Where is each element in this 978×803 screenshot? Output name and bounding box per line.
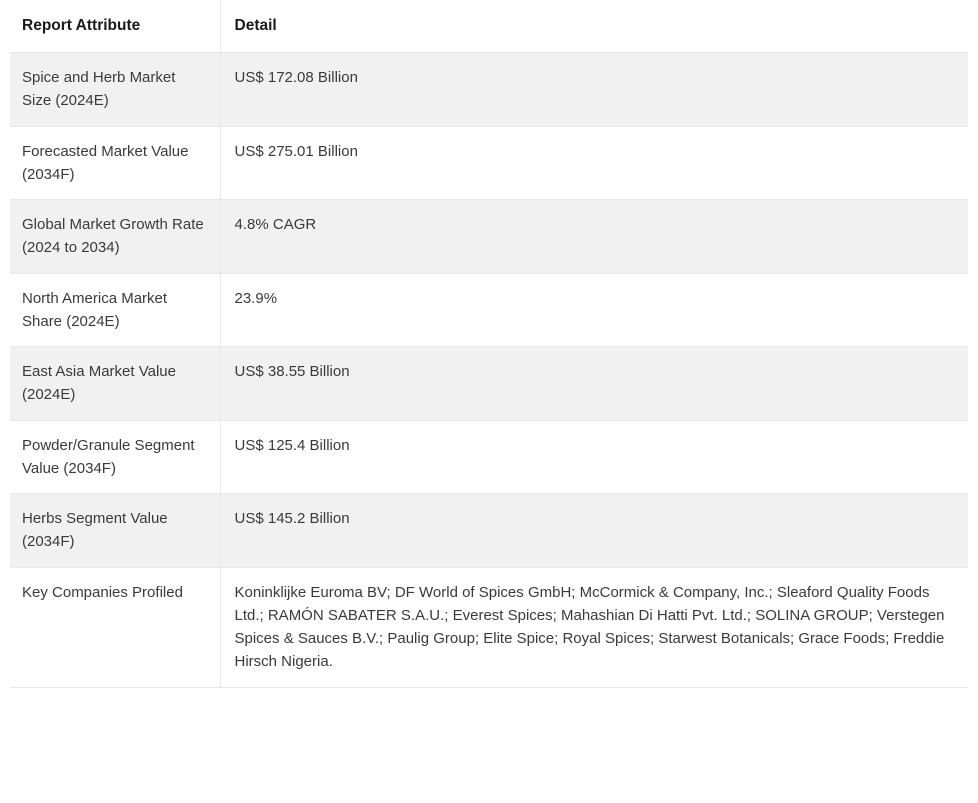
- table-row: [10, 126, 968, 200]
- table-header-row: [10, 0, 968, 53]
- row-detail: US$ 38.55 Billion: [220, 347, 968, 421]
- row-detail: Koninklijke Euroma BV; DF World of Spices GmbH; McCormick & Company, Inc.; Sleaford Quality Foods Ltd.; RAMÓN SABATER S.A.U.; Everest Spices; Mahashian Di Hatti Pvt. Ltd.; SOLINA GROUP; Verstegen Spices & Sauces B.V.; Paulig Group; Elite Spice; Royal Spices; Starwest Botanicals; Grace Foods; Freddie Hirsch Nigeria.: [220, 567, 968, 687]
- row-detail: US$ 172.08 Billion: [220, 53, 968, 127]
- row-attribute: Global Market Growth Rate (2024 to 2034): [10, 200, 220, 274]
- table-row: [10, 494, 968, 568]
- table-row: [10, 200, 968, 274]
- table-row: [10, 53, 968, 127]
- row-attribute: North America Market Share (2024E): [10, 273, 220, 347]
- table-row: [10, 273, 968, 347]
- table-body: [10, 53, 968, 688]
- row-detail: 23.9%: [220, 273, 968, 347]
- table-row: [10, 567, 968, 687]
- row-attribute: Spice and Herb Market Size (2024E): [10, 53, 220, 127]
- column-header-detail: Detail: [220, 0, 968, 53]
- report-attributes-table: [10, 0, 968, 688]
- table-row: [10, 347, 968, 421]
- row-detail: US$ 145.2 Billion: [220, 494, 968, 568]
- row-attribute: Key Companies Profiled: [10, 567, 220, 687]
- row-detail: 4.8% CAGR: [220, 200, 968, 274]
- row-attribute: Herbs Segment Value (2034F): [10, 494, 220, 568]
- row-attribute: Powder/Granule Segment Value (2034F): [10, 420, 220, 494]
- column-header-report-attribute: Report Attribute: [10, 0, 220, 53]
- table-header: [10, 0, 968, 53]
- table-row: [10, 420, 968, 494]
- row-attribute: East Asia Market Value (2024E): [10, 347, 220, 421]
- row-detail: US$ 275.01 Billion: [220, 126, 968, 200]
- row-detail: US$ 125.4 Billion: [220, 420, 968, 494]
- row-attribute: Forecasted Market Value (2034F): [10, 126, 220, 200]
